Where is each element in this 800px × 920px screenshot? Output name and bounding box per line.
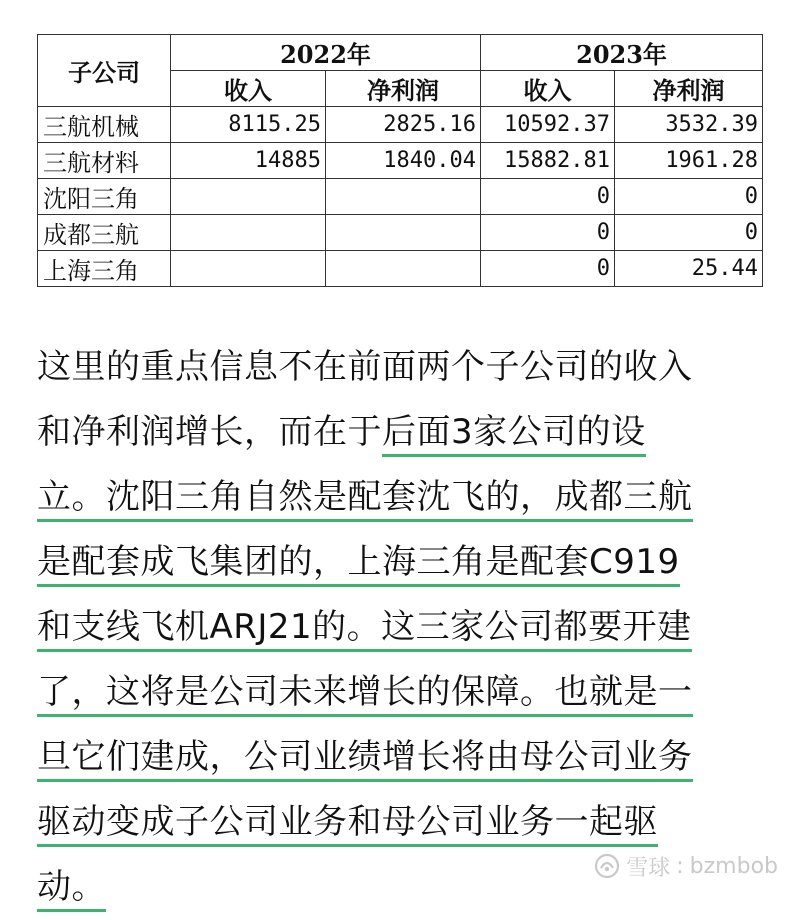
cell-net-profit-2022 (326, 215, 481, 251)
table-row (38, 179, 763, 215)
highlighted-text: 动。 (37, 867, 106, 912)
paragraph-line-2 (37, 400, 767, 465)
paragraph-line-5 (37, 595, 767, 660)
row-company-name: 成都三航 (38, 215, 171, 251)
paragraph-line-6 (37, 660, 767, 725)
header-company: 子公司 (38, 35, 171, 107)
paragraph-line-1 (37, 335, 767, 400)
table-row (38, 215, 763, 251)
cell-revenue-2023: 0 (481, 179, 615, 215)
paragraph-line-3 (37, 465, 767, 530)
table-row (38, 251, 763, 287)
cell-net-profit-2022 (326, 179, 481, 215)
header-year-2023: 2023年 (481, 35, 763, 71)
cell-net-profit-2023: 25.44 (615, 251, 763, 287)
cell-revenue-2023: 0 (481, 215, 615, 251)
watermark-brand: 雪球 (626, 855, 671, 881)
row-company-name: 三航材料 (38, 143, 171, 179)
row-company-name: 沈阳三角 (38, 179, 171, 215)
cell-revenue-2023: 0 (481, 251, 615, 287)
paragraph-line-8 (37, 790, 767, 855)
paragraph-text: 这里的重点信息不在前面两个子公司的收入 (37, 347, 693, 387)
header-revenue-2022: 收入 (171, 71, 326, 107)
cell-net-profit-2023: 0 (615, 215, 763, 251)
watermark-separator: : (676, 853, 684, 879)
header-net-profit-2022: 净利润 (326, 71, 481, 107)
xueqiu-logo-icon (594, 853, 620, 879)
table-row (38, 107, 763, 143)
cell-net-profit-2022: 1840.04 (326, 143, 481, 179)
cell-revenue-2023: 15882.81 (481, 143, 615, 179)
cell-net-profit-2022 (326, 251, 481, 287)
paragraph-line-4 (37, 530, 767, 595)
paragraph-text: 和净利润增长，而在于 (37, 412, 382, 452)
financial-table-container (37, 34, 762, 287)
highlighted-text: 立。沈阳三角自然是配套沈飞的，成都三航 (37, 477, 693, 522)
article-paragraph (37, 335, 767, 920)
cell-net-profit-2022: 2825.16 (326, 107, 481, 143)
cell-net-profit-2023: 0 (615, 179, 763, 215)
cell-revenue-2022: 8115.25 (171, 107, 326, 143)
highlighted-text: 驱动变成子公司业务和母公司业务一起驱 (37, 802, 658, 847)
cell-revenue-2022 (171, 179, 326, 215)
highlighted-text: 后面3家公司的设 (382, 412, 646, 457)
cell-net-profit-2023: 1961.28 (615, 143, 763, 179)
highlighted-text: 了，这将是公司未来增长的保障。也就是一 (37, 672, 693, 717)
highlighted-text: 是配套成飞集团的，上海三角是配套C919 (37, 542, 680, 587)
watermark (594, 851, 778, 881)
cell-revenue-2023: 10592.37 (481, 107, 615, 143)
header-year-2022: 2022年 (171, 35, 481, 71)
watermark-user: bzmbob (689, 853, 778, 879)
subsidiary-financial-table (37, 34, 763, 287)
cell-revenue-2022: 14885 (171, 143, 326, 179)
header-net-profit-2023: 净利润 (615, 71, 763, 107)
row-company-name: 上海三角 (38, 251, 171, 287)
paragraph-line-7 (37, 725, 767, 790)
highlighted-text: 旦它们建成，公司业绩增长将由母公司业务 (37, 737, 693, 782)
highlighted-text: 和支线飞机ARJ21的。这三家公司都要开建 (37, 607, 692, 652)
cell-revenue-2022 (171, 215, 326, 251)
cell-revenue-2022 (171, 251, 326, 287)
table-row (38, 143, 763, 179)
header-revenue-2023: 收入 (481, 71, 615, 107)
cell-net-profit-2023: 3532.39 (615, 107, 763, 143)
table-header-row-years (38, 35, 763, 71)
row-company-name: 三航机械 (38, 107, 171, 143)
